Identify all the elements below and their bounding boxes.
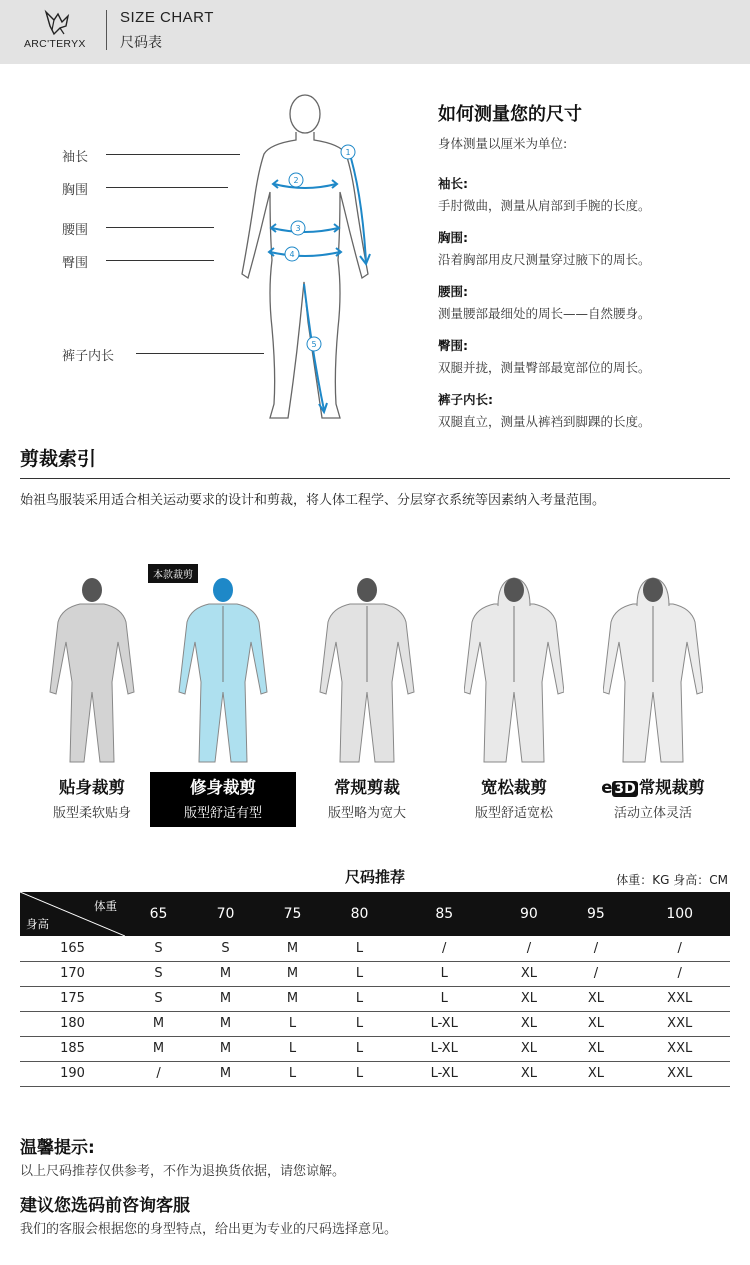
e3d-badge: 3D xyxy=(614,781,636,797)
page-subtitle: 尺码表 xyxy=(120,35,162,51)
size-table-row xyxy=(20,986,730,1011)
leader-line xyxy=(106,187,228,188)
size-cell: L xyxy=(393,961,495,986)
archaeopteryx-icon xyxy=(24,8,96,38)
page-title: SIZE CHART xyxy=(120,9,214,26)
height-cell: 185 xyxy=(20,1036,125,1061)
measure-item-desc: 手肘微曲，测量从肩部到手腕的长度。 xyxy=(438,198,651,213)
size-cell: L xyxy=(259,1011,326,1036)
trim-fit-figure-icon xyxy=(42,572,142,772)
weight-header: 80 xyxy=(326,892,393,936)
label-chest: 胸围 xyxy=(62,183,89,198)
size-cell: M xyxy=(192,986,259,1011)
size-cell: S xyxy=(192,936,259,961)
head-shape xyxy=(213,578,233,602)
size-cell: XL xyxy=(495,961,562,986)
measure-item xyxy=(438,282,738,322)
size-cell: M xyxy=(259,961,326,986)
height-cell: 190 xyxy=(20,1061,125,1086)
measure-item-title: 胸围: xyxy=(438,230,468,245)
size-cell: XXL xyxy=(629,1061,730,1086)
label-hip: 臀围 xyxy=(62,256,89,271)
size-table xyxy=(20,892,730,1087)
size-cell: L xyxy=(259,1036,326,1061)
header xyxy=(0,0,750,64)
size-cell: L-XL xyxy=(393,1061,495,1086)
size-cell: XL xyxy=(495,1011,562,1036)
measure-guide xyxy=(438,100,738,430)
label-sleeve: 袖长 xyxy=(62,150,89,165)
size-cell: / xyxy=(629,961,730,986)
size-cell: L xyxy=(326,1011,393,1036)
fit-subtitle: 版型略为宽大 xyxy=(327,806,406,821)
marker-1: 1 xyxy=(345,148,351,157)
size-cell: XL xyxy=(495,1061,562,1086)
height-cell: 170 xyxy=(20,961,125,986)
measure-item-desc: 双腿直立，测量从裤裆到脚踝的长度。 xyxy=(438,414,651,429)
marker-5: 5 xyxy=(311,340,317,349)
size-table-row xyxy=(20,961,730,986)
e3d-fit-figure-icon xyxy=(603,572,703,772)
weight-header: 100 xyxy=(629,892,730,936)
current-fit-tag: 本款裁剪 xyxy=(148,564,198,583)
fit-name: 修身裁剪 xyxy=(190,778,256,797)
size-cell: XXL xyxy=(629,1036,730,1061)
divider xyxy=(20,478,730,479)
size-cell: M xyxy=(192,1036,259,1061)
weight-header: 95 xyxy=(562,892,629,936)
weight-header: 65 xyxy=(125,892,192,936)
measure-item-title: 袖长: xyxy=(438,176,468,191)
measure-title: 如何测量您的尺寸 xyxy=(438,104,582,125)
size-cell: / xyxy=(562,936,629,961)
size-cell: M xyxy=(259,986,326,1011)
size-cell: XL xyxy=(562,1036,629,1061)
measure-item xyxy=(438,174,738,214)
brand-name: ARC'TERYX xyxy=(24,38,86,50)
measure-item-desc: 双腿并拢，测量臀部最宽部位的周长。 xyxy=(438,360,651,375)
size-cell: L-XL xyxy=(393,1011,495,1036)
fit-name: 贴身裁剪 xyxy=(59,778,125,797)
height-cell: 165 xyxy=(20,936,125,961)
size-cell: L xyxy=(326,961,393,986)
fit-subtitle: 活动立体灵活 xyxy=(613,806,692,821)
size-cell: L xyxy=(259,1061,326,1086)
size-cell: XXL xyxy=(629,986,730,1011)
service-text: 我们的客服会根据您的身型特点，给出更为专业的尺码选择意见。 xyxy=(20,1222,398,1237)
size-table-title: 尺码推荐 xyxy=(344,868,405,886)
head-shape xyxy=(504,578,524,602)
size-cell: L xyxy=(326,1061,393,1086)
size-cell: M xyxy=(125,1036,192,1061)
size-cell: M xyxy=(192,1011,259,1036)
weight-header: 90 xyxy=(495,892,562,936)
size-cell: S xyxy=(125,936,192,961)
size-unit-note: 体重：KG 身高：CM xyxy=(616,873,728,887)
size-cell: / xyxy=(495,936,562,961)
label-inseam: 裤子内长 xyxy=(62,349,115,364)
fit-subtitle: 版型舒适有型 xyxy=(183,806,262,821)
measure-intro: 身体测量以厘米为单位: xyxy=(438,136,568,151)
size-cell: / xyxy=(393,936,495,961)
size-table-row xyxy=(20,1011,730,1036)
fit-subtitle: 版型柔软贴身 xyxy=(52,806,131,821)
head-shape xyxy=(82,578,102,602)
size-table-row xyxy=(20,936,730,961)
measure-item xyxy=(438,228,738,268)
corner-weight-label: 体重 xyxy=(94,899,117,913)
corner-height-label: 身高 xyxy=(26,917,49,931)
measure-item xyxy=(438,336,738,376)
size-cell: M xyxy=(192,961,259,986)
size-cell: M xyxy=(259,936,326,961)
body-outline-figure xyxy=(230,92,380,427)
brand-logo xyxy=(24,8,96,52)
relaxed-fit-figure-icon xyxy=(464,572,564,772)
measure-item-title: 腰围: xyxy=(438,284,468,299)
fit-name: 常规剪裁 xyxy=(334,778,400,797)
size-cell: / xyxy=(125,1061,192,1086)
size-cell: XL xyxy=(495,1036,562,1061)
fit-name-text: 常规裁剪 xyxy=(638,778,705,797)
size-cell: S xyxy=(125,986,192,1011)
leader-line xyxy=(106,154,240,155)
fit-name-e3d xyxy=(583,774,723,798)
height-cell: 180 xyxy=(20,1011,125,1036)
size-cell: XXL xyxy=(629,1011,730,1036)
size-table-header-row xyxy=(20,892,730,936)
marker-2: 2 xyxy=(293,176,299,185)
size-cell: M xyxy=(192,1061,259,1086)
marker-4: 4 xyxy=(289,250,295,259)
leader-line xyxy=(106,260,214,261)
e3d-prefix: e xyxy=(601,778,613,797)
head-shape xyxy=(357,578,377,602)
weight-header: 70 xyxy=(192,892,259,936)
size-cell: L xyxy=(393,986,495,1011)
fit-subtitle: 版型舒适宽松 xyxy=(474,806,553,821)
measure-item-title: 裤子内长: xyxy=(438,392,493,407)
slim-fit-figure-icon xyxy=(173,572,273,772)
measure-item-title: 臀围: xyxy=(438,338,468,353)
size-cell: L xyxy=(326,1036,393,1061)
measure-item-desc: 测量腰部最细处的周长——自然腰身。 xyxy=(438,306,651,321)
size-cell: / xyxy=(562,961,629,986)
fit-description: 始祖鸟服装采用适合相关运动要求的设计和剪裁，将人体工程学、分层穿衣系统等因素纳入考量范围。 xyxy=(20,493,606,508)
size-cell: XL xyxy=(562,1061,629,1086)
size-cell: XL xyxy=(562,1011,629,1036)
size-cell: L xyxy=(326,936,393,961)
size-table-row xyxy=(20,1036,730,1061)
size-cell: S xyxy=(125,961,192,986)
garment-shape xyxy=(50,604,134,762)
fit-name: 宽松裁剪 xyxy=(481,778,547,797)
regular-fit-figure-icon xyxy=(317,572,417,772)
size-cell: / xyxy=(629,936,730,961)
header-divider xyxy=(106,10,107,50)
service-title: 建议您选码前咨询客服 xyxy=(20,1196,190,1216)
label-waist: 腰围 xyxy=(62,223,89,238)
tip-title: 温馨提示: xyxy=(20,1138,95,1158)
tip-text: 以上尺码推荐仅供参考，不作为退换货依据，请您谅解。 xyxy=(20,1164,346,1179)
size-cell: L-XL xyxy=(393,1036,495,1061)
fit-heading: 剪裁索引 xyxy=(20,448,97,470)
head-shape xyxy=(643,578,663,602)
size-cell: M xyxy=(125,1011,192,1036)
measure-item-desc: 沿着胸部用皮尺测量穿过腋下的周长。 xyxy=(438,252,651,267)
size-cell: XL xyxy=(562,986,629,1011)
height-cell: 175 xyxy=(20,986,125,1011)
measure-item xyxy=(438,390,738,430)
size-table-corner xyxy=(20,892,125,936)
size-table-row xyxy=(20,1061,730,1086)
weight-header: 75 xyxy=(259,892,326,936)
weight-header: 85 xyxy=(393,892,495,936)
size-cell: L xyxy=(326,986,393,1011)
marker-3: 3 xyxy=(295,224,301,233)
size-cell: XL xyxy=(495,986,562,1011)
leader-line xyxy=(106,227,214,228)
